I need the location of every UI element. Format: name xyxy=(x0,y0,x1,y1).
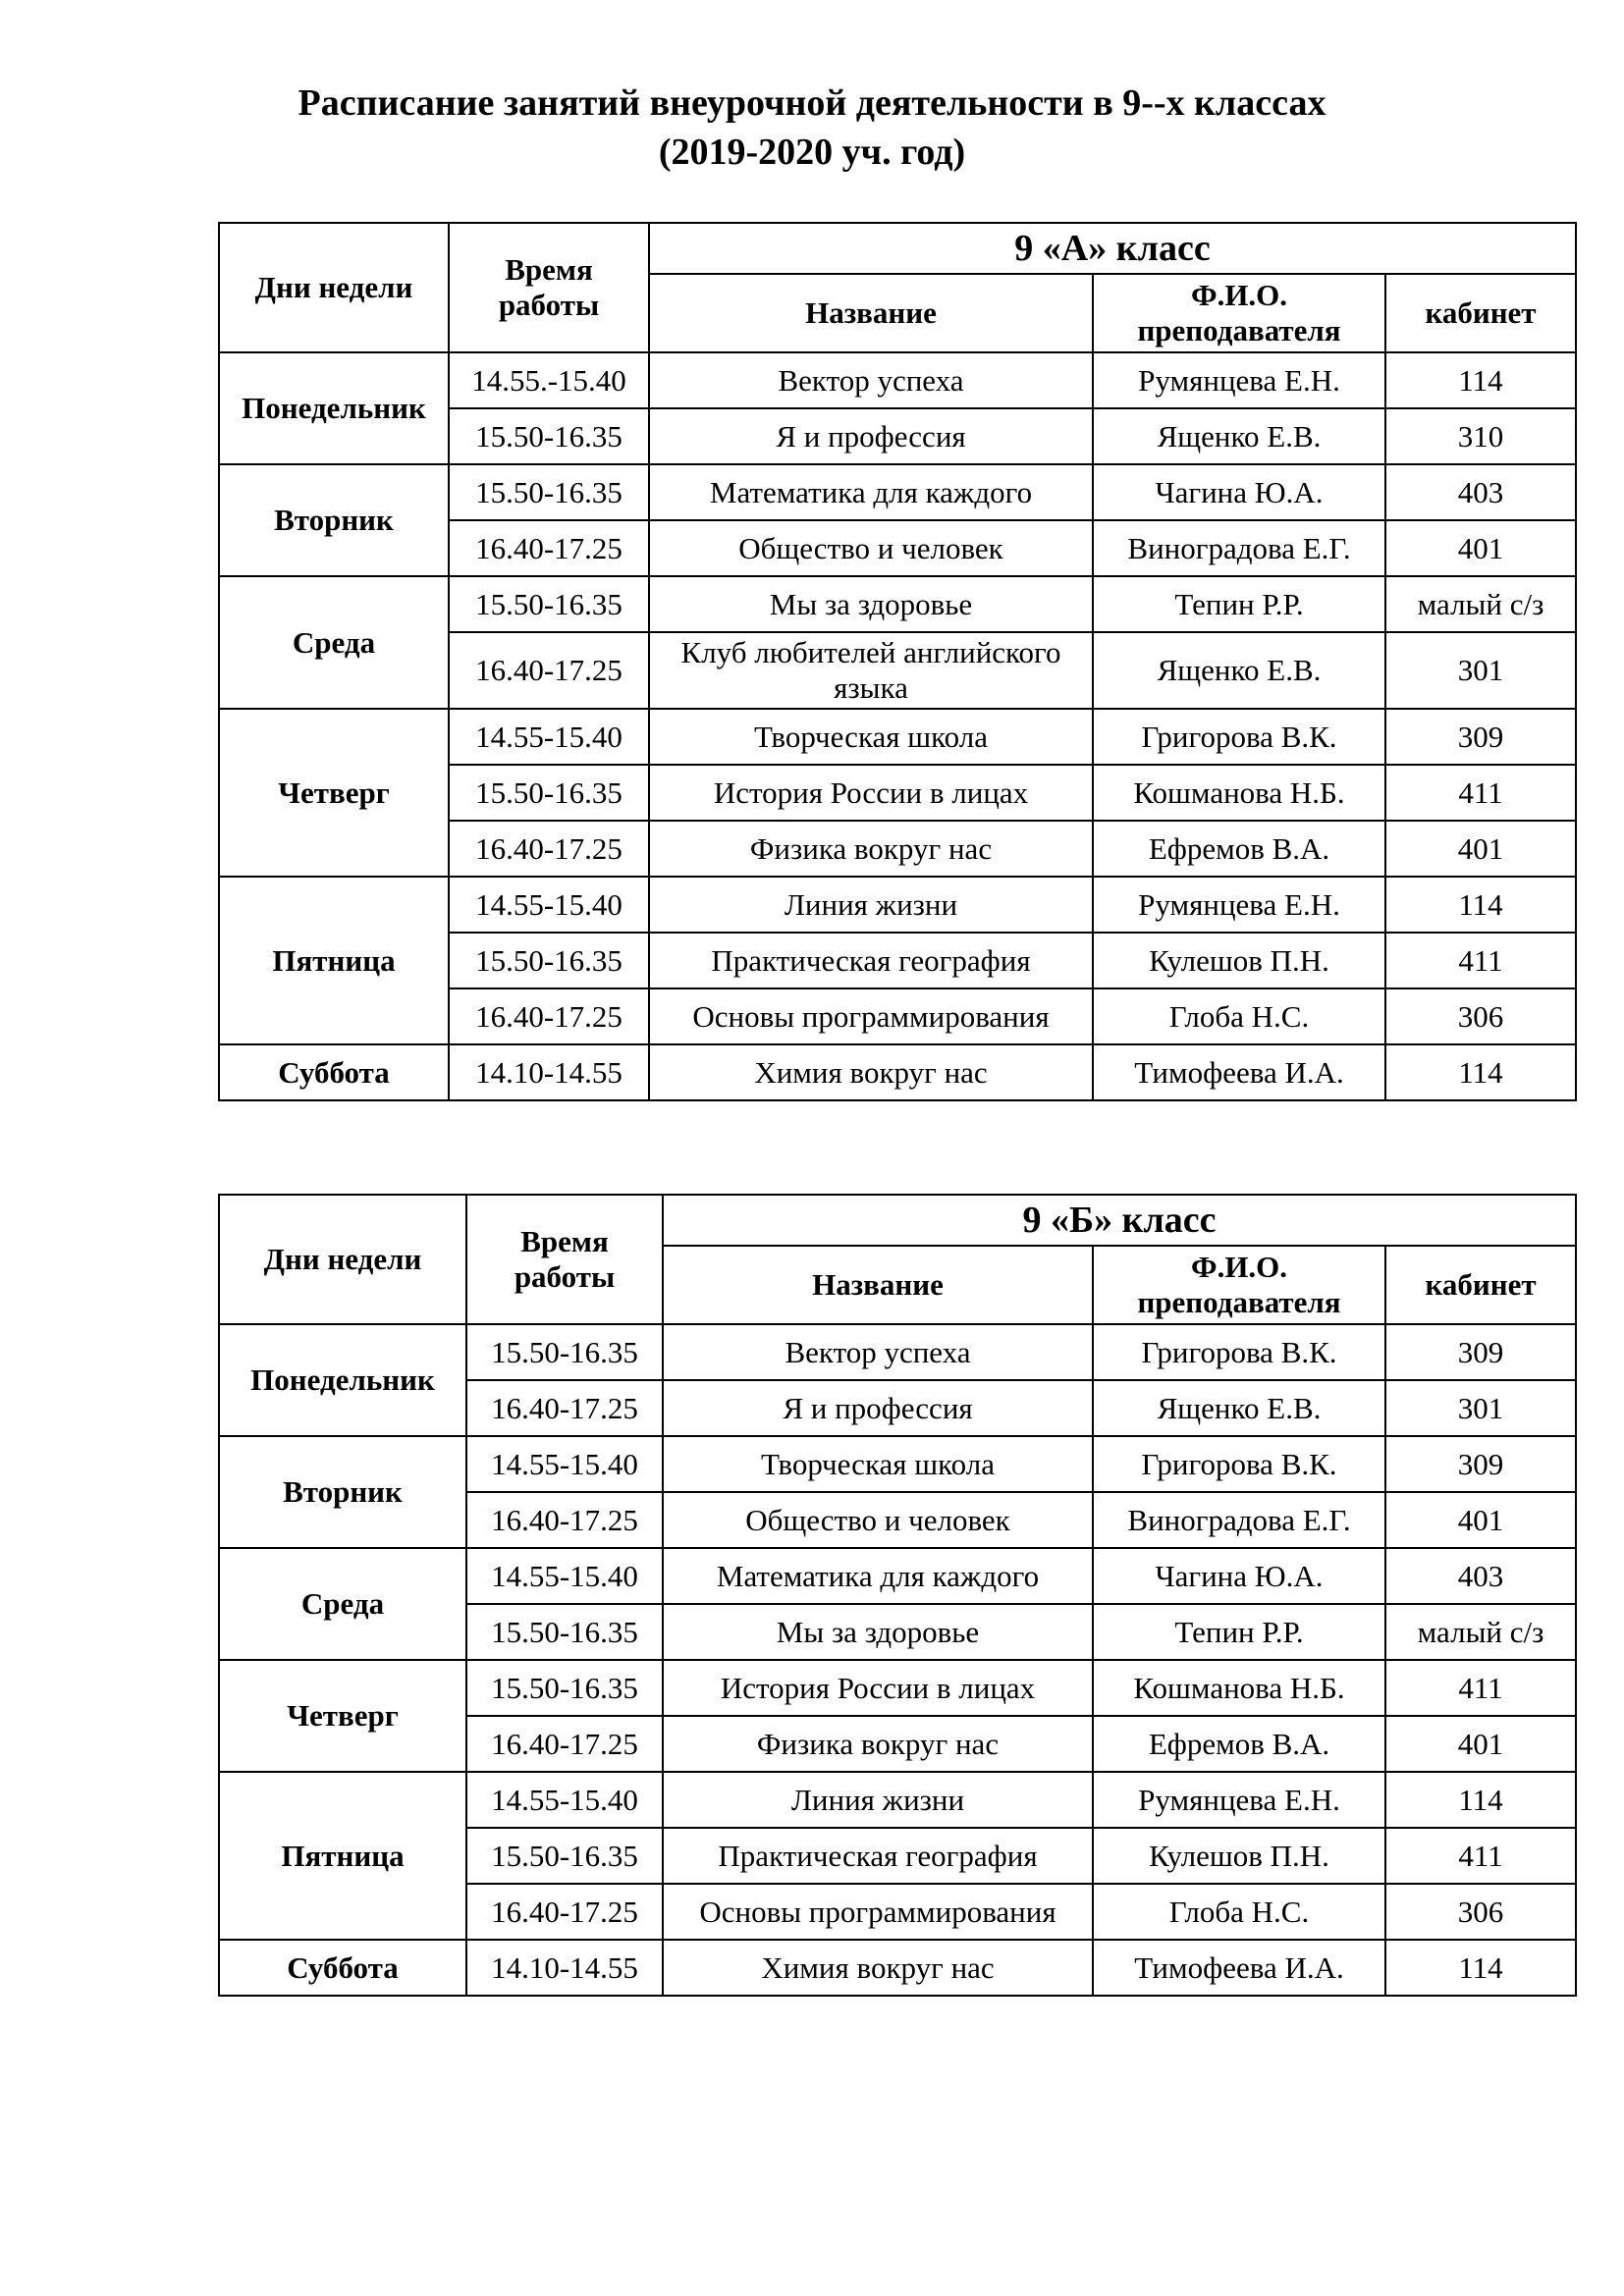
header-room: кабинет xyxy=(1385,1246,1576,1324)
header-teacher: Ф.И.О. преподавателя xyxy=(1093,274,1385,352)
room-cell: 401 xyxy=(1385,821,1576,877)
time-cell: 16.40-17.25 xyxy=(449,520,649,576)
time-cell: 14.55-15.40 xyxy=(449,709,649,765)
time-cell: 15.50-16.35 xyxy=(449,408,649,464)
day-cell: Пятница xyxy=(219,1772,466,1940)
activity-name-cell: Физика вокруг нас xyxy=(663,1716,1093,1772)
teacher-cell: Тепин Р.Р. xyxy=(1093,576,1385,632)
activity-name-cell: Математика для каждого xyxy=(649,464,1093,520)
room-cell: 301 xyxy=(1385,1380,1576,1436)
room-cell: 309 xyxy=(1385,709,1576,765)
activity-name-cell: Мы за здоровье xyxy=(663,1604,1093,1660)
document-title xyxy=(0,79,1624,177)
time-cell: 15.50-16.35 xyxy=(466,1324,663,1380)
room-cell: 403 xyxy=(1385,464,1576,520)
time-cell: 14.55-15.40 xyxy=(449,877,649,933)
schedule-table-9b xyxy=(218,1194,1577,1997)
teacher-cell: Ященко Е.В. xyxy=(1093,1380,1385,1436)
table-row xyxy=(219,1772,1576,1828)
table-row xyxy=(219,877,1576,933)
teacher-cell: Ященко Е.В. xyxy=(1093,408,1385,464)
day-cell: Понедельник xyxy=(219,1324,466,1436)
table-row xyxy=(219,464,1576,520)
room-cell: 401 xyxy=(1385,1716,1576,1772)
activity-name-cell: История России в лицах xyxy=(649,765,1093,821)
time-cell: 16.40-17.25 xyxy=(449,632,649,709)
room-cell: 114 xyxy=(1385,877,1576,933)
teacher-cell: Григорова В.К. xyxy=(1093,709,1385,765)
teacher-cell: Кулешов П.Н. xyxy=(1093,933,1385,988)
time-cell: 15.50-16.35 xyxy=(466,1828,663,1884)
room-cell: 411 xyxy=(1385,1828,1576,1884)
activity-name-cell: Общество и человек xyxy=(663,1492,1093,1548)
time-cell: 15.50-16.35 xyxy=(449,933,649,988)
time-cell: 15.50-16.35 xyxy=(449,576,649,632)
teacher-cell: Тепин Р.Р. xyxy=(1093,1604,1385,1660)
day-cell: Среда xyxy=(219,1548,466,1660)
activity-name-cell: Мы за здоровье xyxy=(649,576,1093,632)
room-cell: 114 xyxy=(1385,352,1576,408)
teacher-cell: Кулешов П.Н. xyxy=(1093,1828,1385,1884)
teacher-cell: Ефремов В.А. xyxy=(1093,821,1385,877)
teacher-cell: Кошманова Н.Б. xyxy=(1093,765,1385,821)
day-cell: Вторник xyxy=(219,1436,466,1548)
activity-name-cell: Вектор успеха xyxy=(663,1324,1093,1380)
header-room: кабинет xyxy=(1385,274,1576,352)
activity-name-cell: Клуб любителей английского языка xyxy=(649,632,1093,709)
header-days: Дни недели xyxy=(219,1195,466,1324)
room-cell: 403 xyxy=(1385,1548,1576,1604)
header-teacher: Ф.И.О. преподавателя xyxy=(1093,1246,1385,1324)
activity-name-cell: Химия вокруг нас xyxy=(649,1044,1093,1100)
teacher-cell: Тимофеева И.А. xyxy=(1093,1940,1385,1996)
day-cell: Пятница xyxy=(219,877,449,1044)
activity-name-cell: Творческая школа xyxy=(663,1436,1093,1492)
room-cell: 114 xyxy=(1385,1940,1576,1996)
room-cell: 301 xyxy=(1385,632,1576,709)
table-row xyxy=(219,1548,1576,1604)
room-cell: 309 xyxy=(1385,1324,1576,1380)
activity-name-cell: История России в лицах xyxy=(663,1660,1093,1716)
activity-name-cell: Практическая география xyxy=(663,1828,1093,1884)
teacher-cell: Григорова В.К. xyxy=(1093,1324,1385,1380)
header-time: Время работы xyxy=(449,223,649,352)
teacher-cell: Ефремов В.А. xyxy=(1093,1716,1385,1772)
activity-name-cell: Практическая география xyxy=(649,933,1093,988)
day-cell: Вторник xyxy=(219,464,449,576)
header-name: Название xyxy=(663,1246,1093,1324)
teacher-cell: Глоба Н.С. xyxy=(1093,988,1385,1044)
table-row xyxy=(219,1324,1576,1380)
header-time: Время работы xyxy=(466,1195,663,1324)
time-cell: 16.40-17.25 xyxy=(466,1884,663,1940)
room-cell: 309 xyxy=(1385,1436,1576,1492)
time-cell: 16.40-17.25 xyxy=(466,1716,663,1772)
teacher-cell: Глоба Н.С. xyxy=(1093,1884,1385,1940)
time-cell: 14.55.-15.40 xyxy=(449,352,649,408)
teacher-cell: Румянцева Е.Н. xyxy=(1093,352,1385,408)
time-cell: 16.40-17.25 xyxy=(449,821,649,877)
teacher-cell: Румянцева Е.Н. xyxy=(1093,877,1385,933)
time-cell: 14.10-14.55 xyxy=(466,1940,663,1996)
schedule-body xyxy=(219,1324,1576,1996)
time-cell: 14.55-15.40 xyxy=(466,1436,663,1492)
time-cell: 16.40-17.25 xyxy=(449,988,649,1044)
title-line-1: Расписание занятий внеурочной деятельности в 9--х классах xyxy=(298,82,1326,124)
table-row xyxy=(219,1660,1576,1716)
day-cell: Суббота xyxy=(219,1940,466,1996)
activity-name-cell: Вектор успеха xyxy=(649,352,1093,408)
time-cell: 15.50-16.35 xyxy=(466,1604,663,1660)
teacher-cell: Ященко Е.В. xyxy=(1093,632,1385,709)
time-cell: 14.10-14.55 xyxy=(449,1044,649,1100)
activity-name-cell: Линия жизни xyxy=(663,1772,1093,1828)
room-cell: 411 xyxy=(1385,765,1576,821)
room-cell: 411 xyxy=(1385,1660,1576,1716)
title-line-2: (2019-2020 уч. год) xyxy=(658,132,966,173)
teacher-cell: Кошманова Н.Б. xyxy=(1093,1660,1385,1716)
activity-name-cell: Основы программирования xyxy=(649,988,1093,1044)
class-title: 9 «А» класс xyxy=(649,223,1576,274)
teacher-cell: Григорова В.К. xyxy=(1093,1436,1385,1492)
schedule-body xyxy=(219,352,1576,1100)
room-cell: 114 xyxy=(1385,1772,1576,1828)
teacher-cell: Румянцева Е.Н. xyxy=(1093,1772,1385,1828)
room-cell: малый с/з xyxy=(1385,1604,1576,1660)
table-row xyxy=(219,352,1576,408)
activity-name-cell: Математика для каждого xyxy=(663,1548,1093,1604)
room-cell: 306 xyxy=(1385,988,1576,1044)
schedule-table-9a xyxy=(218,222,1577,1101)
table-row xyxy=(219,1044,1576,1100)
header-days: Дни недели xyxy=(219,223,449,352)
time-cell: 16.40-17.25 xyxy=(466,1492,663,1548)
time-cell: 14.55-15.40 xyxy=(466,1548,663,1604)
time-cell: 15.50-16.35 xyxy=(466,1660,663,1716)
day-cell: Понедельник xyxy=(219,352,449,464)
room-cell: 401 xyxy=(1385,1492,1576,1548)
time-cell: 14.55-15.40 xyxy=(466,1772,663,1828)
class-title: 9 «Б» класс xyxy=(663,1195,1576,1246)
room-cell: 114 xyxy=(1385,1044,1576,1100)
room-cell: 306 xyxy=(1385,1884,1576,1940)
table-row xyxy=(219,1436,1576,1492)
room-cell: малый с/з xyxy=(1385,576,1576,632)
header-name: Название xyxy=(649,274,1093,352)
activity-name-cell: Общество и человек xyxy=(649,520,1093,576)
day-cell: Четверг xyxy=(219,1660,466,1772)
room-cell: 401 xyxy=(1385,520,1576,576)
activity-name-cell: Творческая школа xyxy=(649,709,1093,765)
room-cell: 411 xyxy=(1385,933,1576,988)
activity-name-cell: Физика вокруг нас xyxy=(649,821,1093,877)
day-cell: Суббота xyxy=(219,1044,449,1100)
table-row xyxy=(219,1940,1576,1996)
teacher-cell: Виноградова Е.Г. xyxy=(1093,1492,1385,1548)
activity-name-cell: Химия вокруг нас xyxy=(663,1940,1093,1996)
day-cell: Среда xyxy=(219,576,449,709)
time-cell: 16.40-17.25 xyxy=(466,1380,663,1436)
table-row xyxy=(219,709,1576,765)
activity-name-cell: Я и профессия xyxy=(649,408,1093,464)
time-cell: 15.50-16.35 xyxy=(449,765,649,821)
activity-name-cell: Основы программирования xyxy=(663,1884,1093,1940)
activity-name-cell: Я и профессия xyxy=(663,1380,1093,1436)
room-cell: 310 xyxy=(1385,408,1576,464)
teacher-cell: Тимофеева И.А. xyxy=(1093,1044,1385,1100)
teacher-cell: Виноградова Е.Г. xyxy=(1093,520,1385,576)
time-cell: 15.50-16.35 xyxy=(449,464,649,520)
day-cell: Четверг xyxy=(219,709,449,877)
activity-name-cell: Линия жизни xyxy=(649,877,1093,933)
teacher-cell: Чагина Ю.А. xyxy=(1093,1548,1385,1604)
table-row xyxy=(219,576,1576,632)
teacher-cell: Чагина Ю.А. xyxy=(1093,464,1385,520)
